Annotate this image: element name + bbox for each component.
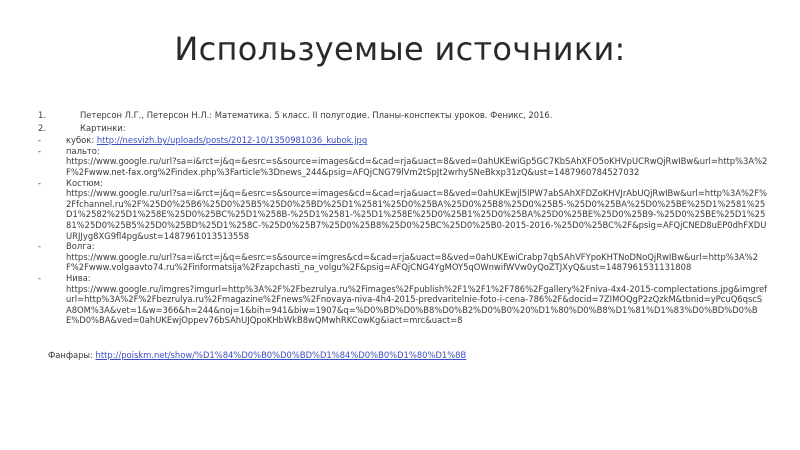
list-item	[38, 178, 768, 242]
sources-list	[38, 110, 768, 326]
item-text: Картинки:	[80, 122, 126, 133]
bullet-dash: -	[38, 241, 42, 252]
bullet-dash: -	[38, 145, 42, 156]
source-label: пальто:	[66, 145, 100, 156]
fanfary-source	[48, 350, 466, 361]
item-number: 2.	[38, 122, 46, 133]
source-url: https://www.google.ru/url?sa=i&rct=j&q=&esrc=s&source=imgres&cd=&cad=rja&uact=8&ved=0ahUKEwiCrabp7qbSAhVFYpoKHTNoDNoQjRwIBw&url=http%3A%2F%2Fwww.volgaavto74.ru%2Finformatsija%2Fzapchasti_na_volgu%2F&psig=AFQjCNG4YgMOY5qOWnwifWVw0yQoZTJXyQ&ust=1487961531131808	[66, 251, 759, 273]
fanfary-label: Фанфары:	[48, 350, 96, 360]
source-link[interactable]: http://nesvizh.by/uploads/posts/2012-10/1350981036_kubok.jpg	[96, 135, 368, 146]
source-url: https://www.google.ru/url?sa=i&rct=j&q=&esrc=s&source=images&cd=&cad=rja&uact=8&ved=0ahUKEwjl5lPW7abSAhXFDZoKHVJrAbUQjRwIBw&url=http%3A%2F%2Ffchannel.ru%2F%25D0%25B6%25D0%25B5%25D0%25BD%25D1%2581%25D0%25BA%25D0%25B8%25D0%25B5-%25D0%25BA%25D0%25BE%25D1%2581%25D1%2582%25D1%258E%25D0%25BC%25D1%258B-%25D1%2581-%25D1%258E%25D0%25B1%25D0%25BA%25D0%25BE%25D0%25B9-%25D0%25BE%25D1%2581%25D0%25B5%25D0%25BD%25D1%258C-%25D0%25B7%25D0%25B8%25D0%25BC%25D0%25B0-2015-2016-%25D0%25BC%2F&psig=AFQjCNED8uEP0dhFXDUURJJyg8XG9fl4pg&ust=1487961013513558	[66, 188, 768, 241]
source-label: Костюм:	[66, 177, 103, 188]
source-label: Нива:	[66, 272, 91, 283]
source-url: https://www.google.ru/url?sa=i&rct=j&q=&esrc=s&source=images&cd=&cad=rja&uact=8&ved=0ahUKEwiGp5GC7KbSAhXFO5oKHVpUCRwQjRwIBw&url=http%3A%2F%2Fwww.net-fax.org%2Findex.php%3Farticle%3Dnews_244&psig=AFQjCNG79lVm2tSpJt2wrhySNeBkxp31zQ&ust=1487960784527032	[66, 156, 768, 177]
source-label: Волга:	[66, 241, 95, 252]
list-item	[38, 146, 768, 178]
bullet-dash: -	[38, 272, 42, 283]
fanfary-link[interactable]: http://poiskm.net/show/%D1%84%D0%B0%D0%BD%D1%84%D0%B0%D1%80%D1%8B	[95, 350, 467, 360]
numbered-item	[38, 123, 768, 134]
item-text: Петерсон Л.Г., Петерсон Н.Л.: Математика. 5 класс. II полугодие. Планы-конспекты уроков. Феникс, 2016.	[80, 110, 553, 120]
image-sources	[38, 135, 768, 326]
bullet-dash: -	[38, 177, 42, 188]
slide-title: Используемые источники:	[174, 30, 626, 68]
list-item	[38, 241, 768, 273]
source-label: кубок:	[66, 135, 97, 146]
source-url: https://www.google.ru/imgres?imgurl=http%3A%2F%2Fbezrulya.ru%2Fimages%2Fpublish%2F1%2F1%2F786%2Fgallery%2Fniva-4x4-2015-complectations.jpg&imgrefurl=http%3A%2F%2Fbezrulya.ru%2Fmagazine%2Fnews%2Fnovaya-niva-4h4-2015-predvaritelnie-foto-i-cena-786%2F&docid=7ZIMOQgP2zQzkM&tbnid=yPcuQ6qscSA8OM%3A&vet=1&w=366&h=244&noj=1&bih=941&biw=1907&q=%D0%BD%D0%B8%D0%B2%D0%B0%20%D1%80%D0%B8%D1%81%D1%83%D0%BD%D0%BE%D0%BA&ved=0ahUKEwjOppev76bSAhUJQpoKHbWkB8wQMwhRKCowKg&iact=mrc&uact=8	[66, 283, 768, 326]
item-number: 1.	[38, 110, 46, 120]
list-item	[38, 135, 768, 146]
numbered-item	[38, 110, 768, 121]
list-item	[38, 273, 768, 326]
bullet-dash: -	[38, 135, 42, 146]
